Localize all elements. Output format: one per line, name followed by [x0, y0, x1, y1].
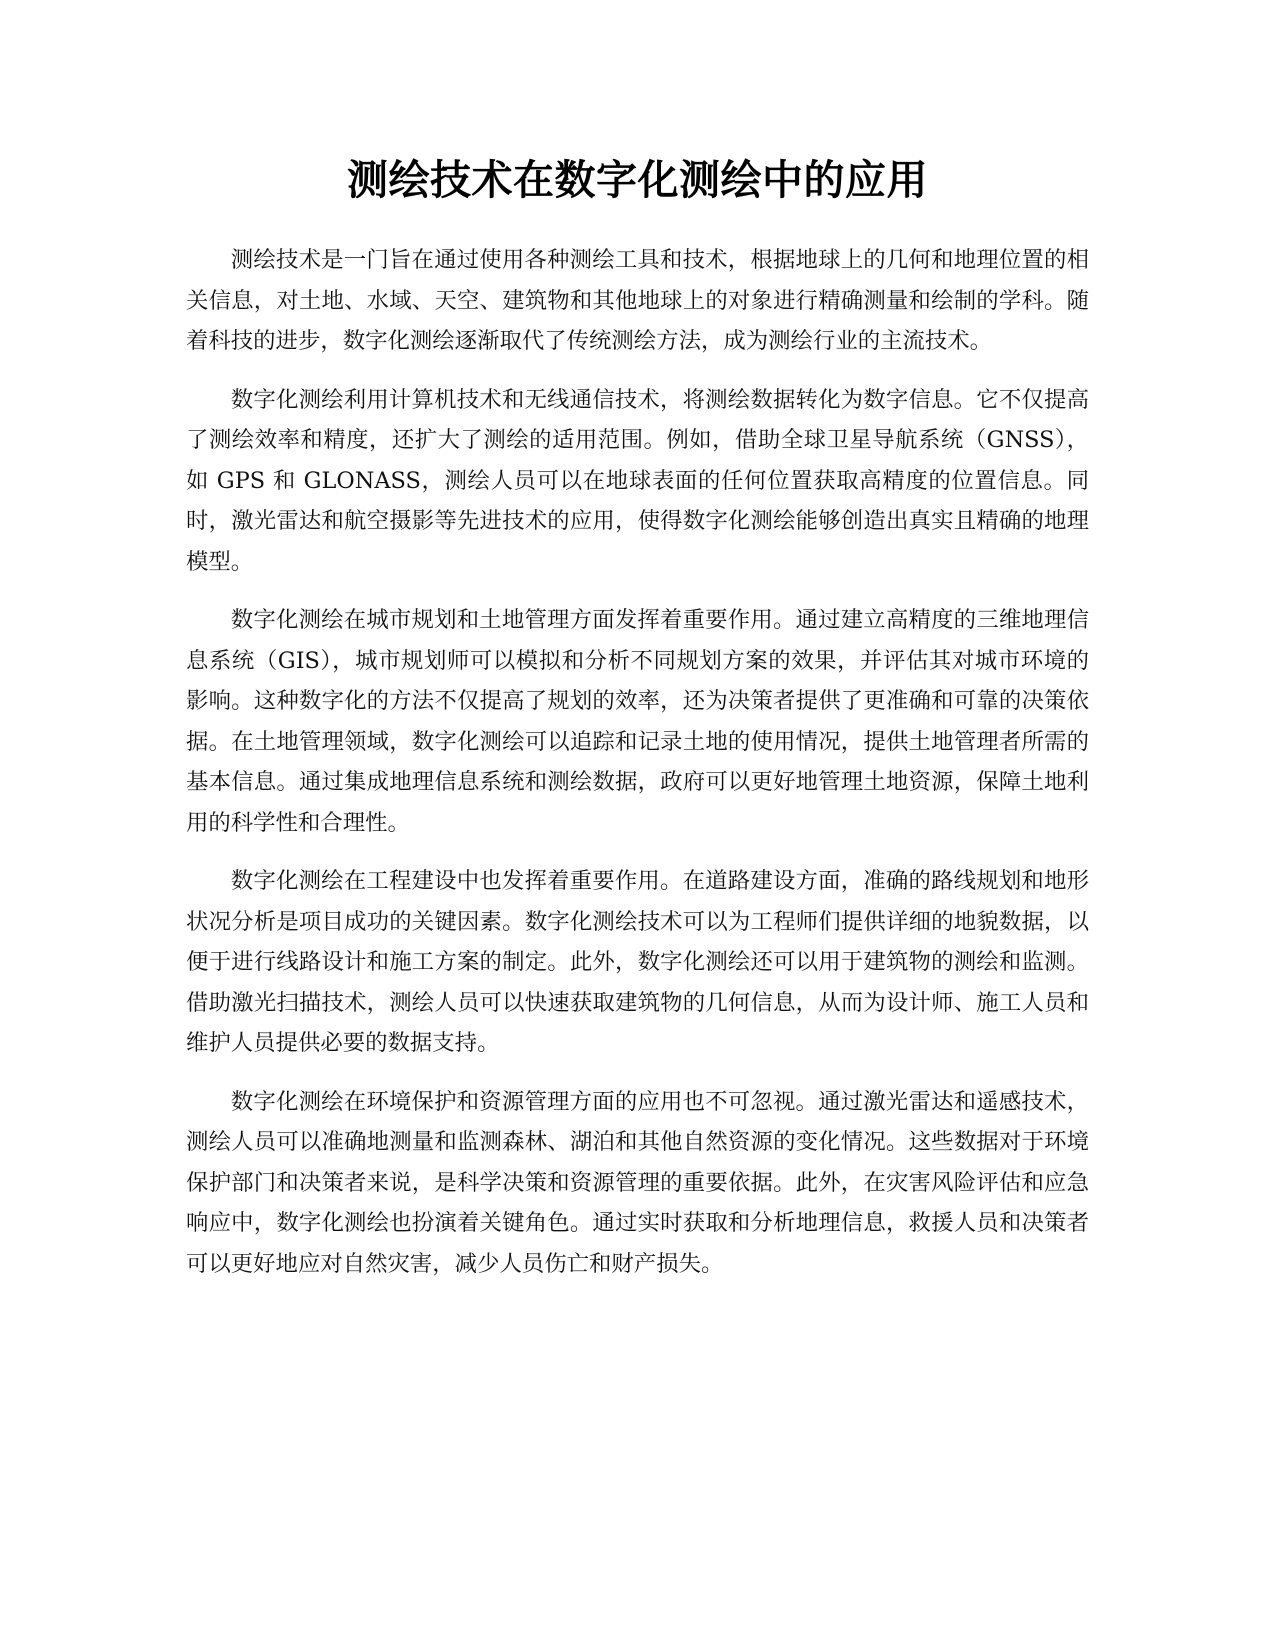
paragraph-2: 数字化测绘利用计算机技术和无线通信技术，将测绘数据转化为数字信息。它不仅提高了测绘效率和精度，还扩大了测绘的适用范围。例如，借助全球卫星导航系统（GNSS），如 GPS 和 GLONASS，测绘人员可以在地球表面的任何位置获取高精度的位置信息。同时，激光雷达和航空摄影等先进技术的应用，使得数字化测绘能够创造出真实且精确的地理模型。	[186, 386, 1089, 575]
paragraph-4: 数字化测绘在工程建设中也发挥着重要作用。在道路建设方面，准确的路线规划和地形状况分析是项目成功的关键因素。数字化测绘技术可以为工程师们提供详细的地貌数据，以便于进行线路设计和施工方案的制定。此外，数字化测绘还可以用于建筑物的测绘和监测。借助激光扫描技术，测绘人员可以快速获取建筑物的几何信息，从而为设计师、施工人员和维护人员提供必要的数据支持。	[186, 868, 1089, 1056]
page-title: 测绘技术在数字化测绘中的应用	[347, 156, 928, 204]
paragraph-5: 数字化测绘在环境保护和资源管理方面的应用也不可忽视。通过激光雷达和遥感技术，测绘人员可以准确地测量和监测森林、湖泊和其他自然资源的变化情况。这些数据对于环境保护部门和决策者来说，是科学决策和资源管理的重要依据。此外，在灾害风险评估和应急响应中，数字化测绘也扮演着关键角色。通过实时获取和分析地理信息，救援人员和决策者可以更好地应对自然灾害，减少人员伤亡和财产损失。	[186, 1088, 1089, 1277]
paragraph-1: 测绘技术是一门旨在通过使用各种测绘工具和技术，根据地球上的几何和地理位置的相关信息，对土地、水域、天空、建筑物和其他地球上的对象进行精确测量和绘制的学科。随着科技的进步，数字化测绘逐渐取代了传统测绘方法，成为测绘行业的主流技术。	[186, 247, 1089, 354]
paragraph-3: 数字化测绘在城市规划和土地管理方面发挥着重要作用。通过建立高精度的三维地理信息系统（GIS），城市规划师可以模拟和分析不同规划方案的效果，并评估其对城市环境的影响。这种数字化的方法不仅提高了规划的效率，还为决策者提供了更准确和可靠的决策依据。在土地管理领域，数字化测绘可以追踪和记录土地的使用情况，提供土地管理者所需的基本信息。通过集成地理信息系统和测绘数据，政府可以更好地管理土地资源，保障土地利用的科学性和合理性。	[186, 607, 1089, 836]
document-body	[186, 240, 1089, 1302]
